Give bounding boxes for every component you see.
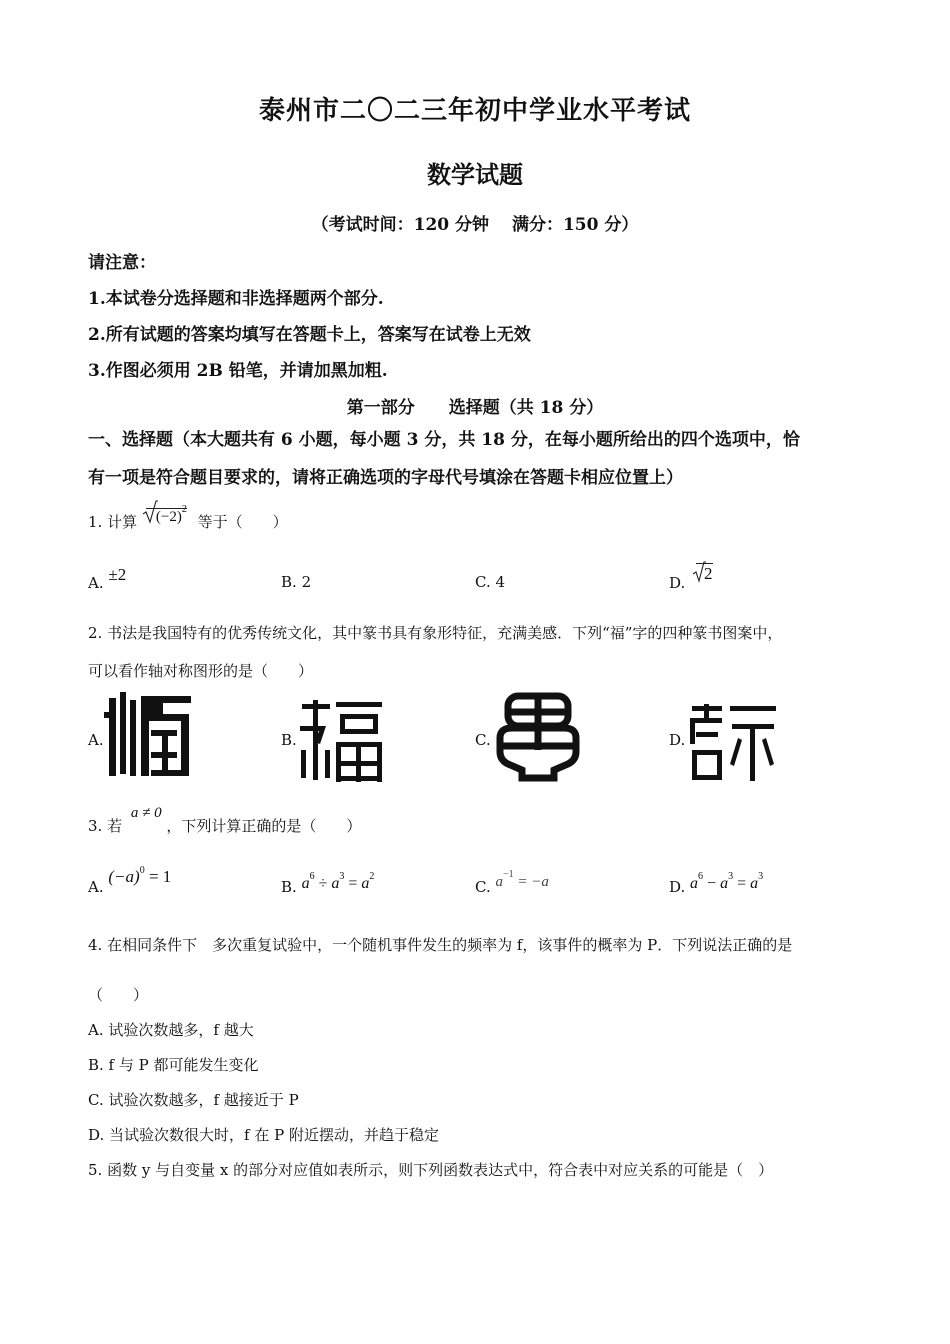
q1-option-d [669, 564, 713, 593]
q3-stem [88, 805, 362, 836]
q1-option-c [475, 573, 505, 591]
q2-option-d-label: D. [669, 731, 686, 749]
q1-option-a [88, 565, 127, 593]
q4-option-d: D. 当试验次数很大时，f 在 P 附近摆动，并趋于稳定 [88, 1126, 439, 1144]
expr-base: (−a) [108, 867, 140, 886]
exponent: 3 [339, 871, 345, 882]
q4-line-1: 4. 在相同条件下 多次重复试验中，一个随机事件发生的频率为 f，该事件的概率为 P．下列说法正确的是 [88, 936, 793, 954]
notice-heading: 请注意： [88, 253, 156, 273]
q4-line-2: （ ） [88, 986, 149, 1004]
q1-exponent: 2 [181, 504, 187, 515]
equals: = [733, 875, 751, 892]
option-value-sqrt [696, 564, 713, 584]
q3-option-c [475, 869, 549, 897]
exam-info: （考试时间：120 分钟 满分：150 分） [311, 215, 639, 235]
option-value: 4 [495, 573, 506, 591]
q2-option-b-label: B. [281, 731, 297, 749]
part1-heading: 第一部分 选择题（共 18 分） [346, 398, 604, 418]
q4-option-b: B. f 与 P 都可能发生变化 [88, 1056, 259, 1074]
option-value: ±2 [108, 565, 127, 584]
subject-title: 数学试题 [427, 160, 523, 189]
option-expression [302, 873, 375, 892]
term: a [301, 875, 310, 892]
seal-script-fu-a-image [103, 690, 195, 785]
exponent: 2 [369, 871, 375, 882]
q3-option-d [669, 871, 764, 897]
q2-option-a-label: A. [88, 731, 104, 749]
option-label: C. [475, 573, 491, 591]
notice-item-1: 1.本试卷分选择题和非选择题两个部分. [88, 289, 384, 309]
q4-option-a: A. 试验次数越多，f 越大 [88, 1021, 254, 1039]
section-instructions [88, 421, 878, 497]
term: a [720, 875, 729, 892]
exponent: −1 [503, 869, 514, 880]
option-expression [108, 867, 171, 887]
seal-script-fu-d-image [686, 704, 778, 782]
expr-exponent: 0 [139, 865, 145, 876]
q1-stem [88, 504, 288, 532]
q1-radicand: (−2) [155, 509, 182, 525]
seal-script-fu-b-image [298, 698, 384, 784]
option-expression [690, 873, 763, 892]
q5-line-1: 5. 函数 y 与自变量 x 的部分对应值如表所示，则下列函数表达式中，符合表中对应关系的可能是（ ） [88, 1161, 774, 1179]
notice-item-2: 2.所有试题的答案均填写在答题卡上，答案写在试卷上无效 [88, 325, 531, 345]
term: a [495, 874, 503, 890]
q3-option-a [88, 865, 172, 897]
q2-line-1: 2. 书法是我国特有的优秀传统文化，其中篆书具有象形特征，充满美感．下列“福”字的四种篆书图案中， [88, 624, 783, 642]
seal-script-fu-c-image [492, 690, 584, 782]
exponent: 3 [758, 871, 764, 882]
expr-rest: = −a [513, 874, 549, 890]
option-label: D. [669, 878, 686, 896]
term: a [361, 875, 370, 892]
q3-suffix: ，下列计算正确的是（ ） [166, 817, 362, 835]
section-line-1: 一、选择题（本大题共有 6 小题，每小题 3 分，共 18 分，在每小题所给出的四个选项中，恰 [88, 430, 800, 450]
option-label: A. [88, 878, 104, 896]
option-label: C. [475, 878, 491, 896]
q4-option-c: C. 试验次数越多，f 越接近于 P [88, 1091, 299, 1109]
q1-prefix: 1. 计算 [88, 513, 138, 531]
option-expression [495, 869, 549, 890]
q3-condition: a ≠ 0 [130, 805, 162, 821]
option-label: B. [281, 573, 297, 591]
operator: ÷ [314, 875, 332, 892]
q2-option-c-label: C. [475, 731, 491, 749]
operator: − [703, 875, 721, 892]
option-value: 2 [696, 563, 713, 583]
term: a [750, 875, 759, 892]
option-label: A. [88, 574, 104, 592]
exponent: 6 [698, 871, 704, 882]
q1-sqrt-expression [146, 504, 187, 532]
equals: = [344, 875, 362, 892]
option-label: D. [669, 574, 686, 592]
section-line-2: 有一项是符合题目要求的，请将正确选项的字母代号填涂在答题卡相应位置上） [88, 468, 683, 488]
term: a [331, 875, 340, 892]
q3-option-b [281, 871, 375, 897]
q1-option-b [281, 573, 311, 591]
q1-suffix: 等于（ ） [197, 513, 288, 531]
exponent: 6 [309, 871, 315, 882]
exam-title: 泰州市二〇二三年初中学业水平考试 [258, 96, 691, 126]
option-label: B. [281, 878, 297, 896]
notice-item-3: 3.作图必须用 2B 铅笔，并请加黑加粗. [88, 361, 388, 381]
exponent: 3 [728, 871, 734, 882]
q3-prefix: 3. 若 [88, 817, 123, 835]
expr-rest: = 1 [144, 867, 172, 886]
q2-line-2: 可以看作轴对称图形的是（ ） [88, 662, 314, 680]
option-value: 2 [301, 573, 312, 591]
radical-sign [692, 561, 706, 583]
term: a [690, 875, 699, 892]
